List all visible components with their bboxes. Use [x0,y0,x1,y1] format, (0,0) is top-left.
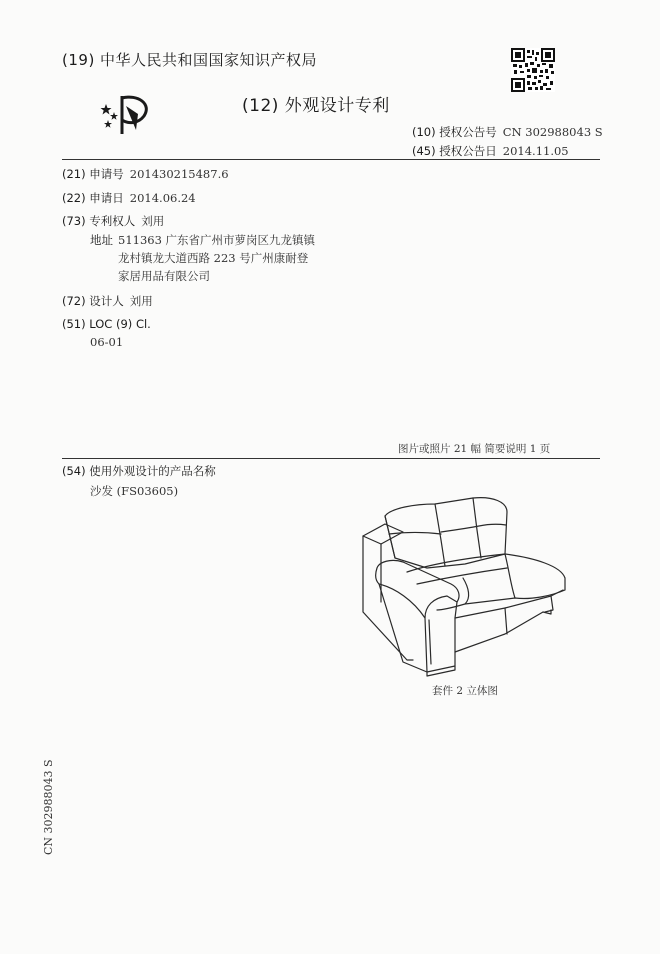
product-name-label: (54) 使用外观设计的产品名称 [62,464,216,478]
office-title: (19) 中华人民共和国国家知识产权局 [62,51,318,69]
patentee-label: (73) 专利权人 [62,214,136,228]
grant-pub-date-value: 2014.11.05 [502,144,569,158]
address-label: 地址 [90,233,113,247]
grant-pub-date [412,143,569,159]
app-no-value: 201430215487.6 [129,167,229,181]
header-divider [62,159,600,160]
sofa-perspective-drawing [355,492,570,677]
designer-value: 刘用 [129,294,153,308]
patentee [62,213,164,229]
patent-type-title: (12) 外观设计专利 [242,96,390,116]
designer [62,293,153,309]
figure-count-summary: 图片或照片 21 幅 简要说明 1 页 [398,443,551,455]
grant-pub-no [412,124,603,140]
loc-label: (51) LOC (9) Cl. [62,317,151,331]
loc-classification [62,317,151,331]
cnipa-logo [98,90,154,138]
figure-caption: 套件 2 立体图 [432,685,498,697]
product-name: 沙发 (FS03605) [90,484,179,498]
grant-pub-date-label: (45) 授权公告日 [412,144,497,158]
address-line-1: 511363 广东省广州市萝岗区九龙镇镇 [118,233,316,247]
app-no-label: (21) 申请号 [62,167,124,181]
address-line-3: 家居用品有限公司 [118,269,210,283]
designer-label: (72) 设计人 [62,294,124,308]
address-line-2: 龙村镇龙大道西路 223 号广州康耐登 [118,251,309,265]
app-date-label: (22) 申请日 [62,191,124,205]
summary-divider [62,458,600,459]
grant-pub-no-value: CN 302988043 S [502,125,603,139]
loc-value: 06-01 [90,335,124,349]
grant-pub-no-label: (10) 授权公告号 [412,125,497,139]
qr-code [511,48,555,92]
app-date-value: 2014.06.24 [129,191,196,205]
patentee-value: 刘用 [141,214,165,228]
side-publication-number: CN 302988043 S [42,759,55,855]
application-date [62,190,196,206]
application-number [62,166,229,182]
